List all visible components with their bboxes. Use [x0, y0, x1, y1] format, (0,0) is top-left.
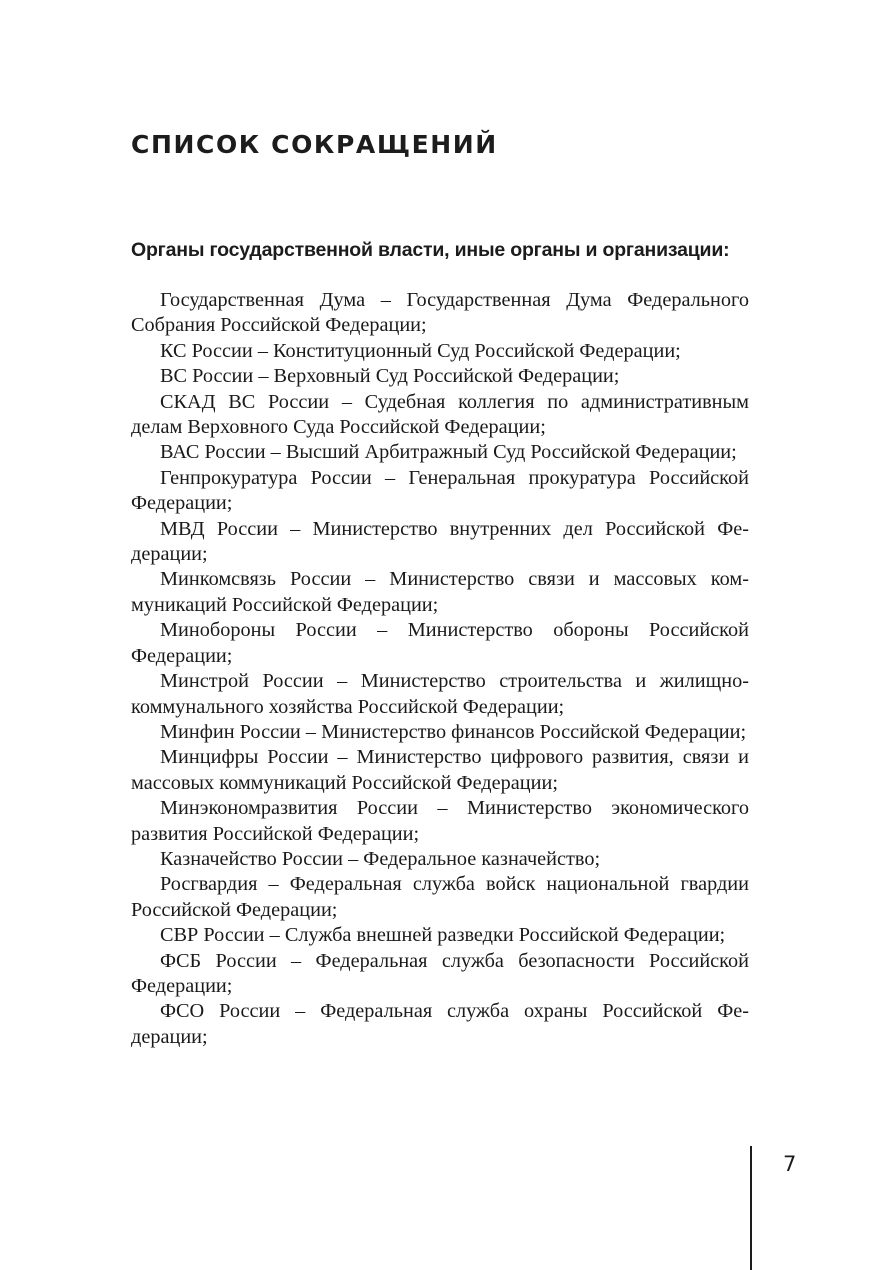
abbreviation-entry: КС России – Конституционный Суд Российской Федерации;	[160, 339, 681, 362]
abbreviation-entry: Минкомсвязь России – Министерство связи и массовых коммуникаций Российской Федерации;	[131, 568, 749, 616]
abbreviation-entry: Минэкономразвития России – Министерство экономического развития Российской Федерации;	[131, 797, 749, 845]
page-number: 7	[783, 1152, 797, 1176]
abbreviation-entry: Генпрокуратура России – Генеральная прокуратура Российской Федерации;	[131, 466, 749, 515]
abbreviation-entry: СКАД ВС России – Судебная коллегия по административным делам Верховного Суда Российской Федерации;	[131, 390, 749, 439]
abbreviation-entry: ВС России – Верховный Суд Российской Федерации;	[160, 365, 620, 388]
section-heading: Органы государственной власти, иные органы и организации:	[131, 239, 730, 261]
abbreviation-entry: Минстрой России – Министерство строительства и жилищно-коммунального хозяйства Российской Федерации;	[131, 670, 749, 718]
page-title: СПИСОК СОКРАЩЕНИЙ	[131, 130, 498, 159]
abbreviation-list	[131, 288, 749, 1050]
abbreviation-entry: Казначейство России – Федеральное казначейство;	[160, 847, 601, 870]
page-number-divider	[750, 1146, 752, 1270]
abbreviation-entry: Минфин России – Министерство финансов Российской Федерации;	[160, 720, 747, 743]
abbreviation-entry: СВР России – Служба внешней разведки Российской Федерации;	[160, 924, 726, 947]
abbreviation-entry: ФСБ России – Федеральная служба безопасности Российской Федерации;	[131, 949, 749, 997]
abbreviation-entry: ВАС России – Высший Арбитражный Суд Российской Федерации;	[160, 441, 737, 464]
abbreviation-entry: МВД России – Министерство внутренних дел Российской Федерации;	[131, 517, 749, 566]
abbreviation-entry: Минобороны России – Министерство обороны Российской Федерации;	[131, 619, 749, 667]
abbreviation-entry: Росгвардия – Федеральная служба войск национальной гвардии Российской Федерации;	[131, 873, 749, 921]
abbreviation-entry: ФСО России – Федеральная служба охраны Российской Федерации;	[131, 1000, 749, 1048]
abbreviation-entry: Государственная Дума – Государственная Дума Федерального Собрания Российской Федерации;	[131, 289, 749, 337]
abbreviation-entry: Минцифры России – Министерство цифрового развития, связи и массовых коммуникаций Российской Федерации;	[131, 746, 749, 794]
